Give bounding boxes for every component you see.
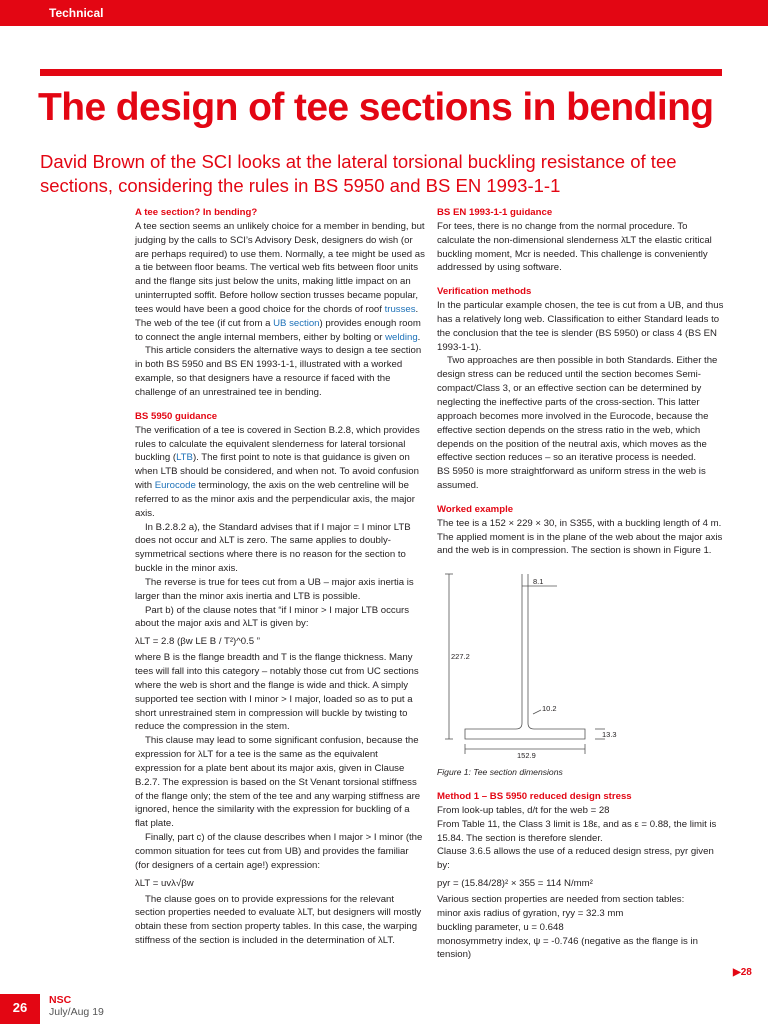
link-ltb[interactable]: LTB: [176, 452, 193, 464]
heading-tee-section: A tee section? In bending?: [135, 207, 258, 218]
section-label: Technical: [49, 6, 104, 20]
paragraph: This article considers the alternative ways to design a tee section in both BS 5950 and BS EN 1993-1-1, illustrated with a worked example, so that designers have a resource if faced with the challenge of an unrestrained tee in bending.: [135, 345, 422, 398]
dim-flange-width: 152.9: [517, 751, 536, 761]
left-column: [135, 206, 425, 948]
paragraph: Various section properties are needed from section tables:: [437, 894, 685, 905]
paragraph: The tee is a 152 × 229 × 30, in S355, with a buckling length of 4 m. The applied moment is in the plane of the web about the major axis and the web is in compression. The section is shown in Figure 1.: [437, 517, 723, 557]
continued-marker[interactable]: ▶28: [733, 967, 752, 978]
link-welding[interactable]: welding: [385, 331, 418, 343]
magazine-name: NSC: [49, 994, 72, 1006]
section-header-bar: [0, 0, 768, 26]
tee-section-drawing: [437, 564, 727, 764]
dim-flange-thickness: 13.3: [602, 730, 617, 740]
link-ub-section[interactable]: UB section: [273, 317, 320, 329]
paragraph: monosymmetry index, ψ = -0.746 (negative as the flange is in tension): [437, 935, 698, 961]
paragraph: buckling parameter, u = 0.648: [437, 921, 564, 933]
paragraph: From look-up tables, d/t for the web = 28: [437, 804, 610, 816]
paragraph: Finally, part c) of the clause describes when I major > I minor (the common situation for tees cut from UB) and provides the familiar (for designers of a certain age!) expression:: [135, 832, 423, 871]
article-standfirst: David Brown of the SCI looks at the lateral torsional buckling resistance of tee sections, considering the rules in BS 5950 and BS EN 1993-1-1: [40, 151, 677, 196]
tee-section-figure: [437, 564, 727, 764]
dim-root-radius: 10.2: [542, 704, 557, 714]
title-rule: [40, 69, 722, 76]
tee-outline: [465, 574, 585, 739]
paragraph: minor axis radius of gyration, ryy = 32.3 mm: [437, 907, 624, 919]
heading-worked-example: Worked example: [437, 503, 514, 515]
formula-pyr: pyr = (15.84/28)² × 355 = 114 N/mm²: [437, 878, 593, 890]
page-number: 26: [12, 1000, 28, 1015]
right-column: [437, 206, 727, 962]
figure-caption: Figure 1: Tee section dimensions: [437, 767, 563, 778]
paragraph: For tees, there is no change from the normal procedure. To calculate the non-dimensional slenderness λ̄LT the elastic critical buckling moment, Mcr is needed. This challenge is conveniently addressed by using software.: [437, 220, 712, 274]
paragraph: BS 5950 is more straightforward as uniform stress in the web is assumed.: [437, 466, 706, 492]
formula-lambda-lt-plate: λLT = 2.8 (βw LE B / T²)^0.5 ”: [135, 636, 260, 648]
paragraph: Two approaches are then possible in both Standards. Either the design stress can be reduced until the section becomes Semi-compact/Class 3, or an effective section can be determined by neglecting the ineffective parts of the cross-section. This latter approach becomes more involved in the Eurocode, because the effective section depends on the stress ratio in the web, which depends on the position of the neutral axis, which moves as the effective section reduces – so an iterative process is needed.: [437, 355, 718, 464]
formula-lambda-lt-uv: λLT = uvλ√βw: [135, 877, 194, 889]
paragraph: From Table 11, the Class 3 limit is 18ε, and as ε = 0.88, the limit is 15.84. The section is therefore slender.: [437, 818, 717, 844]
dim-web-thickness: 8.1: [533, 577, 544, 587]
paragraph: where B is the flange breadth and T is the flange thickness. Many tees will fall into this category – notably those cut from UC sections where the web is short and the flange is wide and thick. A simply supported tee section with I minor > I major, loaded so as to put a short unrestrained stem in compression will buckle by twisting to reduce the compression in the stem.: [135, 652, 419, 733]
paragraph: In B.2.8.2 a), the Standard advises that if I major = I minor LTB does not occur and λLT is zero. The same applies to doubly-symmetrical sections where there is no reason for the section to buckle in the minor axis.: [135, 521, 411, 575]
dim-height: 227.2: [451, 652, 470, 662]
paragraph: The verification of a tee is covered in Section B.2.8, which provides rules to calculate the equivalent slenderness for lateral torsional buckling (LTB). The first point to note is that guidance is given on when LTB should be considered, and when not. To avoid confusion with Eurocode terminology, the axis on the web centreline will be referred to as the minor axis and the perpendicular axis, the major axis.: [135, 424, 420, 519]
paragraph: This clause may lead to some significant confusion, because the expression for λLT for a tee is the same as the equivalent expression for a plate bent about its major axis, given in Clause B.2.7. The expression is based on the St Venant torsional stiffness of the flange only; the stem of the tee and any warping stiffness are ignored, hence the similarity with the expression for buckling of a flat plate.: [135, 735, 421, 830]
article-title: The design of tee sections in bending: [38, 86, 714, 129]
heading-bs5950: BS 5950 guidance: [135, 410, 218, 422]
heading-verification: Verification methods: [437, 286, 532, 298]
link-trusses[interactable]: trusses: [384, 303, 416, 315]
root-radius-leader: [533, 710, 541, 714]
paragraph: The reverse is true for tees cut from a UB – major axis inertia is larger than the minor axis inertia and LTB is possible.: [135, 576, 414, 602]
heading-method-1: Method 1 – BS 5950 reduced design stress: [437, 791, 632, 803]
paragraph: Clause 3.6.5 allows the use of a reduced design stress, pyr given by:: [437, 846, 714, 872]
paragraph: The clause goes on to provide expressions for the relevant section properties needed to evaluate λLT, but designers will mostly obtain these from section property tables. In this case, the warping stiffness of the section is included in the determination of λLT.: [135, 893, 422, 947]
link-eurocode[interactable]: Eurocode: [154, 480, 196, 492]
paragraph: In the particular example chosen, the tee is cut from a UB, and thus has a relatively long web. Classification to either Standard leads to the conclusion that the tee is slender (BS 5950) or class 4 (BS EN 1993-1-1).: [437, 300, 724, 353]
heading-bs-en: BS EN 1993-1-1 guidance: [437, 207, 553, 218]
paragraph: A tee section seems an unlikely choice for a member in bending, but judging by the calls to SCI’s Advisory Desk, designers do wish (or are perhaps required) to use them. Normally, a tee might be used as a tie between floor beams. The vertical web fits between floor units and the flange sits just below the units, making little impact on an uninterrupted soffit. Before hollow section trusses became popular, tees would have been a good choice for the chords of roof trusses. The web of the tee (if cut from a UB section) provides enough room to connect the angle internal members, either by bolting or welding.: [135, 220, 425, 343]
issue-date: July/Aug 19: [49, 1006, 104, 1018]
paragraph: Part b) of the clause notes that “if I minor > I major LTB occurs about the major axis and λLT is given by:: [135, 604, 410, 630]
